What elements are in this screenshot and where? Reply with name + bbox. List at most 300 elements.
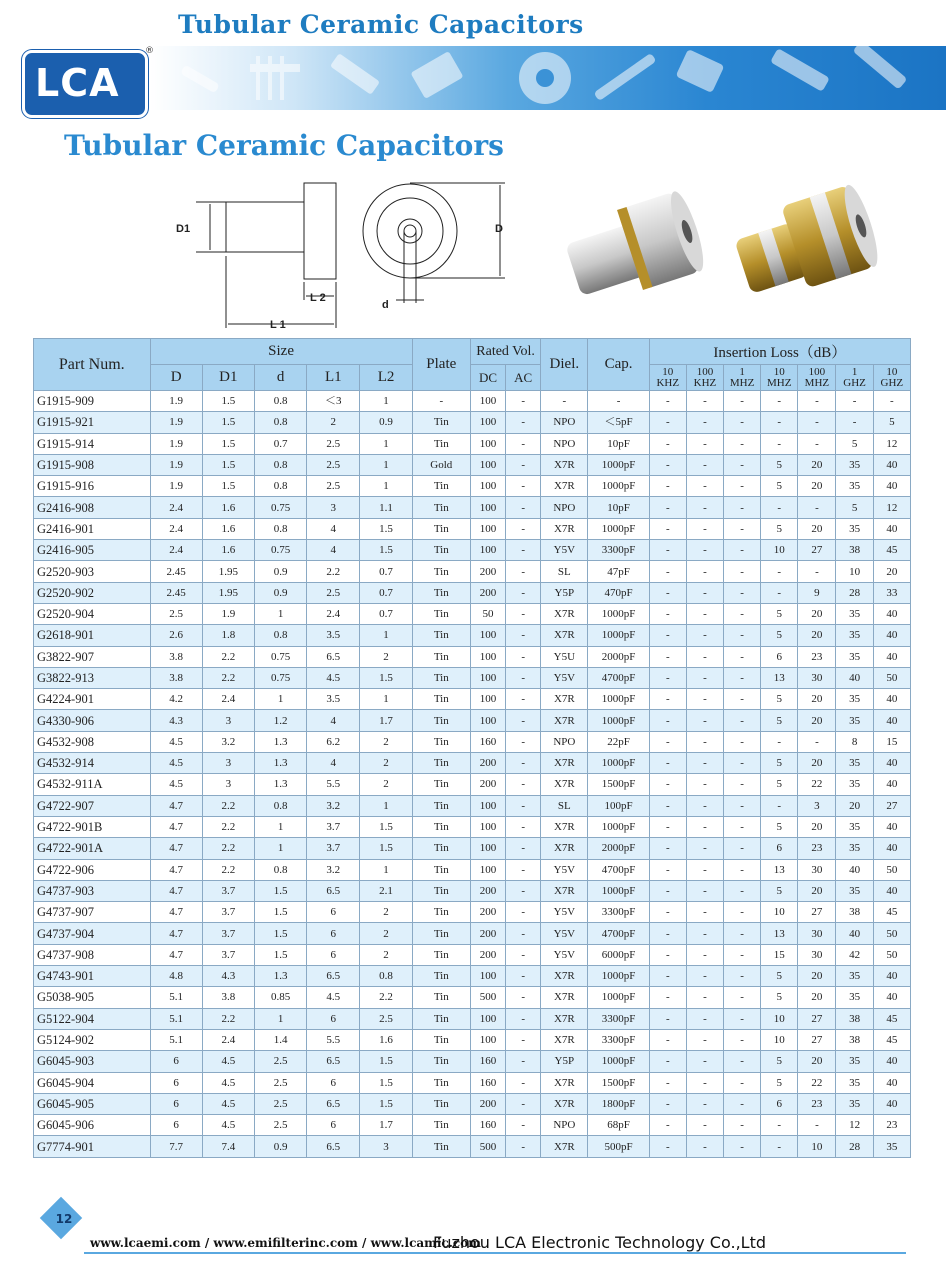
table-row	[34, 902, 911, 923]
table-cell: -	[761, 731, 798, 752]
table-cell: -	[686, 1115, 723, 1136]
label-d1: D1	[176, 223, 191, 235]
table-cell: -	[724, 880, 761, 901]
page-title: Tubular Ceramic Capacitors	[64, 129, 504, 162]
table-cell: 40	[873, 1051, 910, 1072]
part-number-cell: G4722-907	[34, 795, 151, 816]
header-loss-1ghz	[836, 365, 873, 391]
part-number-cell: G5124-902	[34, 1029, 151, 1050]
table-cell: -	[506, 1136, 541, 1157]
table-cell: 5	[761, 816, 798, 837]
part-number-cell: G1915-921	[34, 412, 151, 433]
table-cell: 2	[360, 753, 412, 774]
table-cell: 3.7	[202, 902, 254, 923]
table-cell: -	[506, 753, 541, 774]
table-cell: 40	[873, 1093, 910, 1114]
table-cell: -	[724, 476, 761, 497]
table-cell: 2	[360, 923, 412, 944]
table-cell: -	[724, 731, 761, 752]
table-cell: 200	[470, 582, 505, 603]
table-cell: 13	[761, 923, 798, 944]
table-cell: 6.5	[307, 1136, 360, 1157]
table-cell: 2000pF	[588, 838, 649, 859]
table-cell: 100	[470, 689, 505, 710]
table-cell: 2.4	[150, 518, 202, 539]
table-row	[34, 1029, 911, 1050]
table-cell: -	[761, 582, 798, 603]
table-cell: -	[724, 433, 761, 454]
table-cell: -	[649, 987, 686, 1008]
table-cell: 3.7	[202, 944, 254, 965]
table-cell: 40	[873, 646, 910, 667]
table-cell: -	[686, 1051, 723, 1072]
table-cell: -	[649, 1093, 686, 1114]
header-cap: Cap.	[588, 339, 649, 391]
table-cell: 1	[254, 603, 306, 624]
table-cell: -	[798, 1115, 836, 1136]
table-cell: 1000pF	[588, 603, 649, 624]
header-loss-10ghz	[873, 365, 910, 391]
table-cell: -	[686, 1008, 723, 1029]
table-cell: 4.7	[150, 944, 202, 965]
table-cell: 2.5	[307, 476, 360, 497]
table-cell: 35	[836, 838, 873, 859]
table-cell: 4700pF	[588, 859, 649, 880]
table-cell: 22	[798, 1072, 836, 1093]
table-cell: 1.9	[202, 603, 254, 624]
part-number-cell: G4737-908	[34, 944, 151, 965]
table-cell: 0.8	[254, 518, 306, 539]
table-cell: 1.7	[360, 710, 412, 731]
table-cell: -	[686, 582, 723, 603]
table-cell: 35	[836, 603, 873, 624]
header-loss-unit: MHZ	[729, 376, 755, 389]
table-cell: 1000pF	[588, 476, 649, 497]
table-row	[34, 625, 911, 646]
table-cell: 6.5	[307, 966, 360, 987]
table-cell: 6	[761, 1093, 798, 1114]
table-cell: 1000pF	[588, 816, 649, 837]
table-cell: 20	[798, 987, 836, 1008]
table-cell: 5	[761, 518, 798, 539]
table-cell: 4700pF	[588, 923, 649, 944]
table-cell: -	[761, 795, 798, 816]
table-cell: 40	[873, 987, 910, 1008]
table-cell: -	[506, 774, 541, 795]
table-cell: 1	[254, 1008, 306, 1029]
table-cell: 38	[836, 902, 873, 923]
table-cell: 1500pF	[588, 1072, 649, 1093]
table-cell: 5	[761, 603, 798, 624]
table-cell: 1	[360, 689, 412, 710]
table-cell: 1.5	[360, 518, 412, 539]
table-cell: 2000pF	[588, 646, 649, 667]
table-cell: Y5V	[541, 540, 588, 561]
table-cell: -	[649, 880, 686, 901]
table-cell: -	[724, 561, 761, 582]
table-cell: Tin	[412, 540, 470, 561]
table-cell: Tin	[412, 1008, 470, 1029]
table-cell: -	[649, 1115, 686, 1136]
table-row	[34, 859, 911, 880]
table-cell: 1000pF	[588, 625, 649, 646]
table-cell: NPO	[541, 731, 588, 752]
table-cell: 1000pF	[588, 1051, 649, 1072]
table-cell: -	[686, 667, 723, 688]
table-cell: 2.5	[254, 1093, 306, 1114]
table-cell: 1.6	[202, 518, 254, 539]
table-row	[34, 944, 911, 965]
table-cell: -	[761, 433, 798, 454]
table-cell: 35	[836, 987, 873, 1008]
part-number-cell: G1915-916	[34, 476, 151, 497]
part-number-cell: G2416-905	[34, 540, 151, 561]
table-cell: 10	[761, 540, 798, 561]
table-cell: 2	[360, 731, 412, 752]
table-cell: 1.5	[202, 391, 254, 412]
table-cell: 2.4	[150, 540, 202, 561]
table-row	[34, 987, 911, 1008]
table-cell: -	[649, 1029, 686, 1050]
table-cell: -	[724, 795, 761, 816]
table-cell: 2.5	[307, 454, 360, 475]
table-cell: Y5V	[541, 944, 588, 965]
table-cell: X7R	[541, 1072, 588, 1093]
table-cell: 1.9	[150, 433, 202, 454]
part-number-cell: G4532-914	[34, 753, 151, 774]
table-cell: 1	[360, 476, 412, 497]
header-rated-ac: AC	[506, 365, 541, 391]
table-cell: 200	[470, 923, 505, 944]
table-cell: -	[506, 902, 541, 923]
table-cell: 35	[836, 1051, 873, 1072]
footer-urls: www.lcaemi.com / www.emifilterinc.com / www.lcamic.com	[90, 1236, 481, 1250]
table-cell: Tin	[412, 753, 470, 774]
table-cell: 2	[360, 646, 412, 667]
table-cell: 6.5	[307, 646, 360, 667]
table-cell: X7R	[541, 1008, 588, 1029]
table-cell: -	[836, 412, 873, 433]
header-loss-unit: GHZ	[843, 376, 866, 389]
table-cell: 1000pF	[588, 966, 649, 987]
table-cell: 1.5	[202, 454, 254, 475]
table-row	[34, 412, 911, 433]
table-cell: 5	[761, 689, 798, 710]
table-cell: 2	[360, 944, 412, 965]
table-cell: 28	[836, 1136, 873, 1157]
table-cell: 3300pF	[588, 1029, 649, 1050]
table-cell: -	[724, 1093, 761, 1114]
table-cell: -	[506, 561, 541, 582]
table-cell: Tin	[412, 902, 470, 923]
table-cell: 100pF	[588, 795, 649, 816]
table-cell: Tin	[412, 838, 470, 859]
table-cell: 160	[470, 1072, 505, 1093]
table-cell: 2.2	[307, 561, 360, 582]
table-cell: -	[506, 1029, 541, 1050]
table-cell: Y5V	[541, 902, 588, 923]
table-cell: 6.5	[307, 1093, 360, 1114]
table-cell: 10pF	[588, 433, 649, 454]
table-cell: 35	[873, 1136, 910, 1157]
table-row	[34, 880, 911, 901]
table-cell: 23	[798, 646, 836, 667]
table-cell: 1500pF	[588, 774, 649, 795]
table-cell: -	[686, 1029, 723, 1050]
table-row	[34, 603, 911, 624]
table-cell: -	[761, 497, 798, 518]
table-cell: 100	[470, 816, 505, 837]
table-row	[34, 1115, 911, 1136]
table-cell: 6	[307, 902, 360, 923]
table-cell: 4.7	[150, 880, 202, 901]
table-cell: -	[761, 1136, 798, 1157]
table-cell: -	[506, 987, 541, 1008]
table-cell: NPO	[541, 1115, 588, 1136]
table-cell: 1.9	[150, 454, 202, 475]
table-cell: 15	[761, 944, 798, 965]
table-cell: 30	[798, 667, 836, 688]
table-cell: 100	[470, 625, 505, 646]
header-size-d: d	[254, 365, 306, 391]
table-cell: 45	[873, 1008, 910, 1029]
table-cell: 35	[836, 774, 873, 795]
table-cell: 0.8	[254, 859, 306, 880]
table-cell: -	[724, 582, 761, 603]
table-row	[34, 540, 911, 561]
part-number-cell: G4532-911A	[34, 774, 151, 795]
table-cell: 1	[360, 625, 412, 646]
banner	[0, 0, 946, 118]
table-cell: -	[686, 689, 723, 710]
table-cell: -	[506, 944, 541, 965]
table-cell: -	[588, 391, 649, 412]
table-cell: 10	[761, 1029, 798, 1050]
table-cell: 20	[798, 454, 836, 475]
table-cell: -	[506, 689, 541, 710]
table-cell: Tin	[412, 774, 470, 795]
table-cell: -	[686, 753, 723, 774]
table-cell: 38	[836, 1029, 873, 1050]
table-cell: -	[506, 816, 541, 837]
table-row	[34, 838, 911, 859]
table-cell: -	[724, 966, 761, 987]
table-cell: Tin	[412, 1029, 470, 1050]
table-cell: 4.5	[202, 1051, 254, 1072]
table-cell: 1.5	[360, 1072, 412, 1093]
table-cell: 2.5	[254, 1072, 306, 1093]
table-cell: -	[506, 880, 541, 901]
table-cell: X7R	[541, 816, 588, 837]
table-cell: 1	[254, 838, 306, 859]
table-cell: Y5P	[541, 1051, 588, 1072]
table-cell: Tin	[412, 966, 470, 987]
table-cell: 160	[470, 1051, 505, 1072]
table-cell: 40	[873, 880, 910, 901]
table-cell: 6000pF	[588, 944, 649, 965]
part-number-cell: G2520-903	[34, 561, 151, 582]
table-cell: -	[686, 710, 723, 731]
table-cell: 100	[470, 1029, 505, 1050]
table-cell: 1.5	[202, 433, 254, 454]
table-cell: 3.2	[307, 795, 360, 816]
table-cell: 1.6	[202, 540, 254, 561]
table-cell: -	[649, 1136, 686, 1157]
table-cell: -	[649, 625, 686, 646]
table-cell: X7R	[541, 987, 588, 1008]
table-cell: 3300pF	[588, 1008, 649, 1029]
table-cell: 1	[360, 795, 412, 816]
header-loss-10khz	[649, 365, 686, 391]
table-cell: 40	[873, 1072, 910, 1093]
table-cell: 20	[798, 689, 836, 710]
table-cell: -	[506, 710, 541, 731]
table-cell: 50	[873, 944, 910, 965]
table-cell: 68pF	[588, 1115, 649, 1136]
table-cell: 4.7	[150, 816, 202, 837]
table-cell: X7R	[541, 1093, 588, 1114]
table-cell: 13	[761, 859, 798, 880]
table-cell: 1000pF	[588, 880, 649, 901]
table-cell: -	[506, 731, 541, 752]
logo-text: LCA	[35, 61, 120, 105]
table-cell: -	[798, 731, 836, 752]
label-d-small: d	[382, 299, 389, 311]
table-cell: 100	[470, 795, 505, 816]
table-cell: 45	[873, 540, 910, 561]
table-cell: ＜5pF	[588, 412, 649, 433]
header-size-l2: L2	[360, 365, 412, 391]
table-cell: Tin	[412, 689, 470, 710]
table-cell: 2.6	[150, 625, 202, 646]
table-cell: 1.5	[254, 944, 306, 965]
table-cell: 23	[798, 838, 836, 859]
table-cell: 20	[798, 966, 836, 987]
table-cell: -	[798, 412, 836, 433]
part-number-cell: G4224-901	[34, 689, 151, 710]
table-cell: -	[686, 433, 723, 454]
table-cell: 2.5	[360, 1008, 412, 1029]
part-number-cell: G2416-901	[34, 518, 151, 539]
table-cell: -	[798, 561, 836, 582]
table-row	[34, 391, 911, 412]
table-cell: 3	[307, 497, 360, 518]
header-loss-unit: KHZ	[693, 376, 717, 389]
table-row	[34, 433, 911, 454]
table-cell: -	[724, 902, 761, 923]
table-cell: 40	[836, 667, 873, 688]
part-number-cell: G6045-906	[34, 1115, 151, 1136]
part-number-cell: G2520-902	[34, 582, 151, 603]
table-cell: 4.2	[150, 689, 202, 710]
table-cell: 1.9	[150, 412, 202, 433]
table-cell: 1.95	[202, 561, 254, 582]
part-number-cell: G2618-901	[34, 625, 151, 646]
table-cell: 45	[873, 1029, 910, 1050]
table-row	[34, 1072, 911, 1093]
table-cell: 100	[470, 646, 505, 667]
table-cell: 2.5	[254, 1051, 306, 1072]
part-number-cell: G1915-914	[34, 433, 151, 454]
table-cell: -	[724, 1008, 761, 1029]
table-cell: 3.5	[307, 689, 360, 710]
table-cell: 2.5	[150, 603, 202, 624]
table-cell: 4.7	[150, 902, 202, 923]
table-cell: 3.7	[307, 838, 360, 859]
table-cell: 0.7	[360, 561, 412, 582]
table-cell: 100	[470, 838, 505, 859]
table-cell: 35	[836, 689, 873, 710]
table-cell: 1.6	[360, 1029, 412, 1050]
table-cell: 3.8	[150, 667, 202, 688]
table-cell: 5	[836, 433, 873, 454]
part-number-cell: G4330-906	[34, 710, 151, 731]
lca-logo	[22, 50, 148, 118]
table-cell: Tin	[412, 1115, 470, 1136]
table-cell: 5	[761, 880, 798, 901]
table-cell: 4	[307, 540, 360, 561]
table-row	[34, 582, 911, 603]
table-cell: -	[649, 667, 686, 688]
table-cell: -	[649, 412, 686, 433]
table-cell: 100	[470, 476, 505, 497]
table-cell: -	[686, 646, 723, 667]
table-cell: 2.4	[202, 689, 254, 710]
table-cell: 15	[873, 731, 910, 752]
table-cell: 6	[761, 838, 798, 859]
table-cell: 3	[202, 753, 254, 774]
table-cell: 35	[836, 1093, 873, 1114]
table-cell: Y5V	[541, 859, 588, 880]
table-cell: Tin	[412, 518, 470, 539]
table-cell: 2.4	[307, 603, 360, 624]
table-cell: 6	[150, 1072, 202, 1093]
table-cell: 1	[360, 454, 412, 475]
table-cell: NPO	[541, 433, 588, 454]
table-cell: 100	[470, 433, 505, 454]
table-cell: 0.8	[254, 795, 306, 816]
table-cell: 20	[798, 816, 836, 837]
table-cell: 5.1	[150, 1008, 202, 1029]
table-cell: -	[412, 391, 470, 412]
table-cell: 8	[836, 731, 873, 752]
table-cell: 100	[470, 540, 505, 561]
table-row	[34, 966, 911, 987]
table-cell: 40	[873, 603, 910, 624]
table-cell: 3	[202, 710, 254, 731]
table-cell: -	[724, 646, 761, 667]
table-cell: 6.5	[307, 880, 360, 901]
table-cell: 4.5	[202, 1093, 254, 1114]
table-cell: 4700pF	[588, 667, 649, 688]
table-cell: 33	[873, 582, 910, 603]
table-cell: -	[686, 497, 723, 518]
table-cell: 40	[873, 816, 910, 837]
subheader-row	[34, 365, 911, 391]
table-row	[34, 518, 911, 539]
table-cell: 0.8	[254, 391, 306, 412]
table-cell: 40	[873, 625, 910, 646]
table-cell: 5	[761, 454, 798, 475]
table-cell: 2.5	[307, 433, 360, 454]
table-cell: 2.2	[202, 838, 254, 859]
table-cell: 2.2	[202, 859, 254, 880]
table-cell: 2.2	[202, 646, 254, 667]
table-cell: X7R	[541, 689, 588, 710]
table-cell: 0.9	[360, 412, 412, 433]
table-cell: 35	[836, 646, 873, 667]
table-cell: 7.4	[202, 1136, 254, 1157]
